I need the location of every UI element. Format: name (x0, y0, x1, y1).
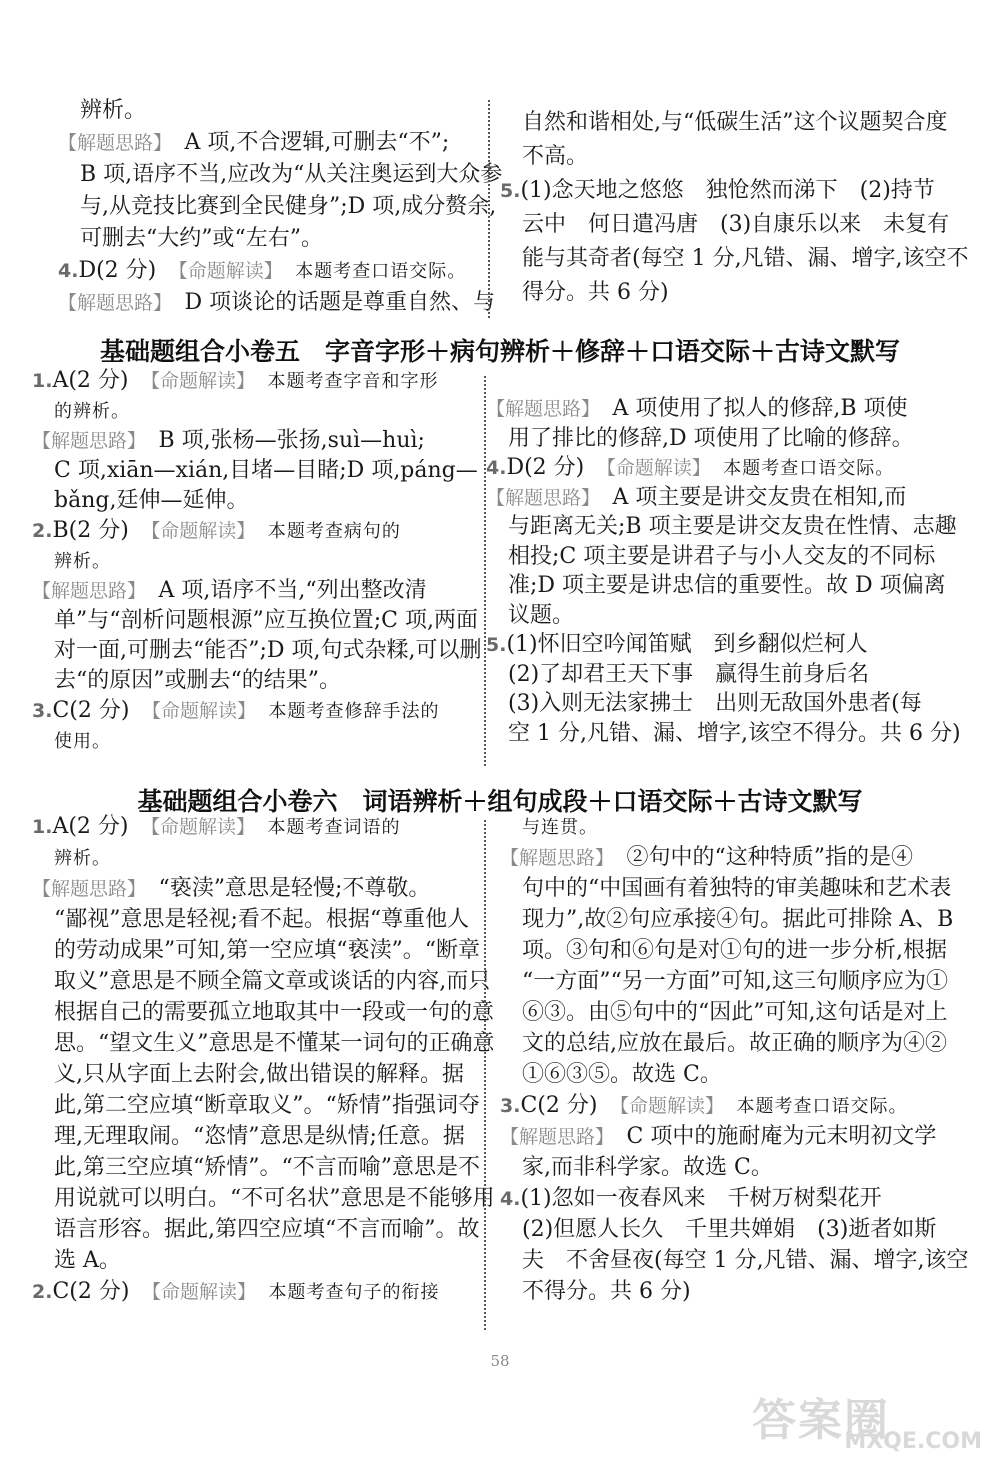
answer-line (522, 936, 947, 966)
answer-text: 取义”意思是不顾全篇文章或谈话的内容,而只 (54, 969, 491, 994)
section-tag: 【解题思路】 (32, 878, 137, 900)
answer-line (54, 726, 111, 757)
answer-line (54, 1029, 495, 1059)
answer-line (500, 176, 935, 206)
section-tag: 【命题解读】 (151, 700, 247, 722)
answer-text: 句中的“中国画有着独特的审美趣味和艺术表 (522, 876, 952, 901)
answer-text: ②句中的“这种特质”指的是④ (604, 845, 914, 870)
answer-text: 此,第二空应填“断章取义”。“矫情”指强词夺 (54, 1093, 480, 1118)
answer-line (500, 843, 913, 873)
answer-line (486, 453, 894, 484)
answer-line (54, 396, 130, 427)
answer-line (54, 1215, 480, 1245)
answer-text: C 项,xiān—xián,目堵—目睹;D 项,páng— (54, 458, 478, 483)
answer-line (54, 456, 478, 486)
answer-text: (1)念天地之悠悠 独怆然而涕下 (2)持节 (520, 178, 935, 203)
answer-line (54, 546, 111, 577)
section-tag: 【命题解读】 (150, 520, 246, 542)
answer-line (54, 967, 490, 997)
answer-text: 单”与“剖析问题根源”应互换位置;C 项,两面 (54, 608, 478, 633)
answer-line (54, 998, 494, 1028)
answer-line (32, 516, 401, 547)
answer-text: 用了排比的修辞,D 项使用了比喻的修辞。 (508, 425, 914, 451)
question-number: 4. (500, 1188, 521, 1210)
watermark-sub: MXQE.COM (844, 1429, 982, 1454)
answer-text: A 项,不合逻辑,可删去“不”; (162, 130, 450, 155)
interpretation-text: 本题考查句子的衔接 (268, 1282, 440, 1303)
answer-line (54, 1091, 480, 1121)
answer-line (80, 224, 323, 254)
answer-line (508, 512, 957, 542)
answer-line (54, 843, 111, 874)
section-heading-five: 基础题组合小卷五 字音字形＋病句辨析＋修辞＋口语交际＋古诗文默写 (99, 337, 900, 366)
answer-line (58, 288, 495, 318)
answer-line (522, 1060, 722, 1090)
interpretation-text: 本题考查口语交际。 (723, 458, 895, 479)
answer-text: 义,只从字面上去附会,做出错误的解释。据 (54, 1062, 464, 1087)
interpretation-text: 本题考查口语交际。 (295, 261, 467, 282)
question-number: 5. (500, 180, 521, 202)
interpretation-text: 本题考查修辞手法的 (268, 701, 440, 722)
section-tag: 【命题解读】 (619, 1095, 715, 1117)
answer-text: D 项谈论的话题是尊重自然、与 (162, 290, 496, 315)
answer-line (80, 160, 502, 190)
interpretation-text: 使用。 (54, 731, 111, 752)
answer-line (522, 967, 948, 997)
answer-text: 准;D 项主要是讲忠信的重要性。故 D 项偏离 (508, 573, 946, 598)
answer-line (54, 1153, 480, 1183)
section-tag: 【命题解读】 (606, 457, 702, 479)
answer-line (500, 1184, 882, 1214)
answer-line (522, 278, 669, 308)
question-number: 2. (32, 520, 53, 542)
answer-line (54, 905, 469, 935)
answer-text: 不得分。共 6 分) (522, 1279, 691, 1304)
interpretation-text: 与连贯。 (522, 817, 598, 838)
answer-line (486, 483, 906, 513)
column-divider (488, 100, 490, 318)
answer-text: 去“的原因”或删去“的结果”。 (54, 668, 341, 693)
answer-text: “一方面”“另一方面”可知,这三句顺序应为① (522, 969, 948, 994)
answer-text: 的劳动成果”可知,第一空应填“亵渎”。“断章 (54, 938, 480, 963)
answer-text: 可删去“大约”或“左右”。 (80, 226, 323, 251)
section-tag: 【解题思路】 (486, 398, 591, 420)
answer-text: A 项,语序不当,“列出整改清 (136, 578, 427, 603)
answer-line (522, 108, 948, 138)
answer-text: C 项中的施耐庵为元末明初文学 (604, 1124, 937, 1149)
section-tag: 【解题思路】 (58, 292, 163, 314)
answer-text: 夫 不舍昼夜(每空 1 分,凡错、漏、增字,该空 (522, 1248, 969, 1273)
answer-line (54, 936, 480, 966)
section-tag: 【解题思路】 (486, 486, 591, 509)
answer-line (522, 1246, 969, 1276)
interpretation-text: 本题考查病句的 (267, 521, 401, 542)
question-number: 5. (486, 634, 507, 656)
answer-line (54, 486, 248, 516)
interpretation-text: 辨析。 (54, 848, 111, 869)
interpretation-text: 本题考查口语交际。 (736, 1096, 908, 1117)
answer-line (508, 571, 946, 601)
answer-text: B 项,张杨—张扬,suì—huì; (136, 428, 425, 453)
answer-text: 选 A。 (54, 1248, 121, 1273)
answer-line (486, 630, 868, 660)
answer-text: 不高。 (522, 144, 589, 169)
answer-text: D(2 分) (506, 455, 585, 480)
answer-text: 语言形容。据此,第四空应填“不言而喻”。故 (54, 1217, 480, 1242)
answer-line (522, 874, 951, 904)
answer-text: 根据自己的需要孤立地取其中一段或一句的意 (54, 1000, 495, 1025)
answer-line (522, 1153, 773, 1183)
answer-text: 理,无理取闹。“恣情”意思是纵情;任意。据 (54, 1124, 465, 1149)
section-tag: 【命题解读】 (150, 370, 246, 392)
answer-line (508, 601, 574, 631)
answer-text: B(2 分) (52, 518, 129, 543)
answer-text: D(2 分) (78, 258, 157, 283)
answer-text: 思。“望文生义”意思是不懂某一词句的正确意 (54, 1031, 495, 1056)
answer-text: “鄙视”意思是轻视;看不起。根据“尊重他人 (54, 907, 470, 932)
answer-text: 云中 何日遣冯唐 (3)自康乐以来 未复有 (522, 212, 950, 237)
answer-line (32, 366, 439, 397)
interpretation-text: 本题考查词语的 (267, 817, 401, 838)
answer-text: 空 1 分,凡错、漏、增字,该空不得分。共 6 分) (508, 720, 961, 746)
answer-line (522, 905, 953, 935)
answer-text: 辨析。 (80, 98, 147, 123)
answer-line (32, 874, 430, 904)
answer-line (486, 394, 908, 424)
answer-line (54, 636, 482, 666)
answer-text: 文的总结,应放在最后。故正确的顺序为④② (522, 1031, 947, 1056)
answer-line (32, 576, 427, 606)
interpretation-text: 辨析。 (54, 551, 111, 572)
page-number: 58 (490, 1352, 510, 1370)
answer-line (54, 1184, 495, 1214)
question-number: 2. (32, 1281, 53, 1303)
answer-text: 相投;C 项主要是讲君子与小人交友的不同标 (508, 543, 936, 569)
answer-text: 能与其奇者(每空 1 分,凡错、漏、增字,该空不 (522, 246, 969, 271)
answer-line (54, 1246, 121, 1276)
section-tag: 【解题思路】 (500, 847, 605, 869)
answer-text: (2)但愿人长久 千里共婵娟 (3)逝者如斯 (522, 1217, 937, 1242)
answer-text: A(2 分) (52, 814, 129, 839)
answer-text: 自然和谐相处,与“低碳生活”这个议题契合度 (522, 110, 948, 135)
interpretation-text: 的辨析。 (54, 401, 130, 422)
answer-text: ①⑥③⑤。故选 C。 (522, 1062, 722, 1087)
question-number: 1. (32, 816, 53, 838)
answer-line (58, 128, 449, 158)
answer-text: 用说就可以明白。“不可名状”意思是不能够用 (54, 1186, 495, 1211)
section-tag: 【解题思路】 (58, 132, 163, 154)
question-number: 1. (32, 370, 53, 392)
answer-text: 与距离无关;B 项主要是讲交友贵在性情、志趣 (508, 514, 957, 539)
answer-line (80, 96, 146, 126)
answer-line (58, 256, 466, 287)
answer-text: 议题。 (508, 602, 575, 628)
answer-text: C(2 分) (520, 1093, 598, 1118)
watermark-main: 答案圈 (752, 1395, 890, 1446)
section-tag: 【命题解读】 (178, 260, 274, 282)
answer-text: A 项主要是讲交友贵在相知,而 (590, 484, 907, 510)
answer-line (500, 1122, 936, 1152)
section-tag: 【解题思路】 (32, 430, 137, 452)
answer-line (508, 689, 922, 719)
answer-line (522, 1277, 691, 1307)
answer-text: ⑥③。由⑤句中的“因此”可知,这句话是对上 (522, 1000, 948, 1025)
answer-line (32, 426, 425, 456)
question-number: 4. (58, 260, 79, 282)
question-number: 4. (486, 457, 507, 479)
answer-line (32, 1277, 440, 1308)
answer-line (522, 812, 598, 843)
answer-line (500, 1091, 908, 1122)
answer-text: bǎng,廷伸—延伸。 (54, 488, 249, 513)
answer-text: A 项使用了拟人的修辞,B 项使 (590, 396, 908, 421)
section-tag: 【解题思路】 (500, 1126, 605, 1148)
answer-line (508, 660, 869, 690)
column-divider (484, 376, 486, 766)
question-number: 3. (32, 700, 53, 722)
answer-line (522, 210, 949, 240)
answer-text: “亵渎”意思是轻慢;不尊敬。 (136, 876, 431, 901)
answer-line (32, 812, 401, 843)
watermark-logo (752, 1384, 982, 1454)
answer-line (54, 1122, 465, 1152)
answer-text: 家,而非科学家。故选 C。 (522, 1155, 773, 1180)
answer-text: (1)怀旧空吟闻笛赋 到乡翻似烂柯人 (506, 632, 868, 657)
answer-text: A(2 分) (52, 368, 129, 393)
section-tag: 【解题思路】 (32, 580, 137, 602)
answer-line (522, 244, 969, 274)
answer-line (54, 666, 341, 696)
answer-text: (2)了却君王天下事 赢得生前身后名 (508, 661, 870, 687)
answer-text: 与,从竞技比赛到全民健身”;D 项,成分赘余, (80, 194, 497, 219)
answer-text: 得分。共 6 分) (522, 280, 669, 305)
answer-line (522, 1215, 936, 1245)
section-tag: 【命题解读】 (150, 816, 246, 838)
answer-text: 现力”,故②句应承接④句。据此可排除 A、B (522, 907, 954, 932)
answer-text: C(2 分) (52, 1279, 130, 1304)
answer-text: 此,第三空应填“矫情”。“不言而喻”意思是不 (54, 1155, 480, 1180)
answer-line (508, 542, 935, 572)
interpretation-text: 本题考查字音和字形 (267, 371, 439, 392)
answer-line (522, 142, 588, 172)
answer-text: B 项,语序不当,应改为“从关注奥运到大众参 (80, 162, 503, 187)
answer-text: C(2 分) (52, 698, 130, 723)
answer-line (508, 424, 914, 454)
answer-line (32, 696, 440, 727)
answer-line (522, 998, 948, 1028)
answer-line (54, 1060, 464, 1090)
answer-text: 项。③句和⑥句是对①句的进一步分析,根据 (522, 938, 947, 963)
column-divider (484, 820, 486, 1330)
answer-line (508, 719, 961, 749)
answer-line (80, 192, 496, 222)
section-tag: 【命题解读】 (151, 1281, 247, 1303)
answer-line (522, 1029, 947, 1059)
answer-text: 对一面,可删去“能否”;D 项,句式杂糅,可以删 (54, 638, 482, 663)
question-number: 3. (500, 1095, 521, 1117)
answer-text: (3)入则无法家拂士 出则无敌国外患者(每 (508, 691, 922, 716)
answer-text: (1)忽如一夜春风来 千树万树梨花开 (520, 1186, 882, 1211)
section-heading-six: 基础题组合小卷六 词语辨析＋组句成段＋口语交际＋古诗文默写 (137, 787, 863, 816)
answer-line (54, 606, 478, 636)
